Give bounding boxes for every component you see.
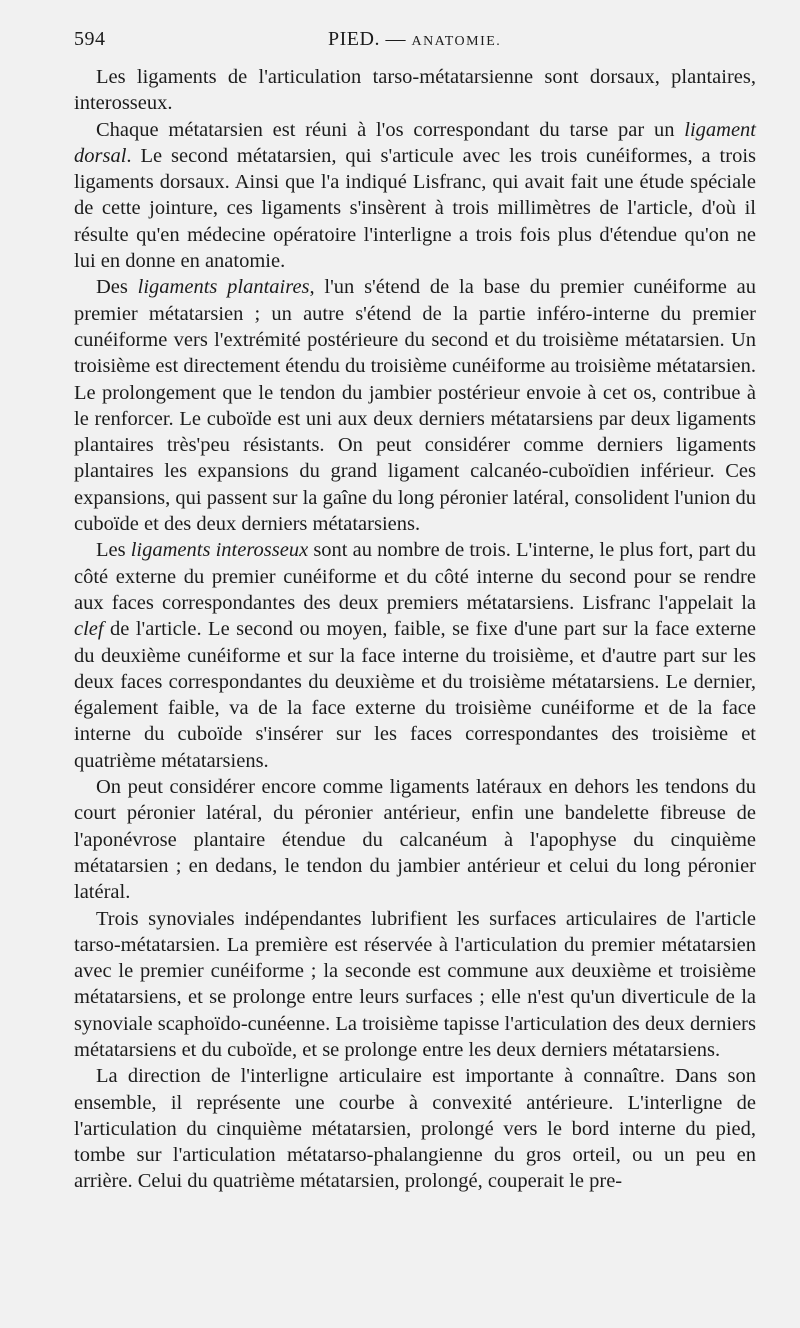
term-ligament-dorsal: ligament dorsal bbox=[74, 118, 756, 167]
running-title bbox=[328, 28, 501, 51]
body-text bbox=[74, 64, 756, 1195]
paragraph-ligament-dorsal: Chaque métatarsien est réuni à l'os correspondant du tarse par un ligament dorsal. Le second métatarsien, qui s'articule avec les trois cunéiformes, a trois ligaments dorsaux. Ainsi que l'a indiqué Lisfranc, qui avait fait une étude spéciale de cette jointure, ces ligaments s'insèrent à trois millimètres de l'article, d'où il résulte qu'en médecine opératoire l'interligne a trois fois plus d'étendue qu'on ne lui en donne en anatomie. bbox=[74, 118, 756, 273]
term-ligaments-interosseux: ligaments interosseux bbox=[130, 539, 309, 562]
term-clef: clef bbox=[74, 618, 104, 641]
paragraph-interligne: La direction de l'interligne articulaire est importante à connaître. Dans son ensemble, il représente une courbe à convexité antérieure. L'interligne de l'articulation du cinquième métatarsien, prolongé vers le bord interne du pied, tombe sur l'articulation métatarso-phalangienne du gros orteil, ou un peu en arrière. Celui du quatrième métatarsien, prolongé, couperait le pre- bbox=[74, 1065, 756, 1193]
running-title-main: PIED. bbox=[328, 28, 380, 50]
term-ligaments-plantaires: ligaments plantaires bbox=[137, 276, 310, 299]
running-head bbox=[74, 24, 756, 54]
running-title-dash: — bbox=[379, 28, 412, 50]
running-title-subtitle: ANATOMIE. bbox=[411, 34, 502, 49]
page-number: 594 bbox=[74, 28, 106, 50]
paragraph-ligaments-plantaires: Des ligaments plantaires, l'un s'étend de la base du premier cunéiforme au premier métatarsien ; un autre s'étend de la partie inféro-interne du premier cunéiforme vers l'extrémité postérieure du second et du troisième métatarsien. Un troisième est directement étendu du troisième cunéiforme au troisième métatarsien. Le prolongement que le tendon du jambier postérieur envoie à cet os, contribue à le renforcer. Le cuboïde est uni aux deux derniers métatarsiens par deux ligaments plantaires très'peu résistants. On peut considérer comme derniers ligaments plantaires les expansions du grand ligament calcanéo-cuboïdien inférieur. Ces expansions, qui passent sur la gaîne du long péronier latéral, consolident l'union du cuboïde et des deux derniers métatarsiens. bbox=[74, 276, 756, 536]
paragraph-ligaments-intro: Les ligaments de l'articulation tarso-métatarsienne sont dorsaux, plantaires, interosseux. bbox=[74, 66, 756, 115]
paragraph-ligaments-lateraux: On peut considérer encore comme ligaments latéraux en dehors les tendons du court péronier latéral, du péronier antérieur, enfin une bandelette fibreuse de l'aponévrose plantaire étendue du calcanéum à l'apophyse du cinquième métatarsien ; en dedans, le tendon du jambier antérieur et celui du long péronier latéral. bbox=[74, 776, 756, 904]
paragraph-ligaments-interosseux: Les ligaments interosseux sont au nombre de trois. L'interne, le plus fort, part du côté externe du premier cunéiforme et du côté interne du second pour se rendre aux faces correspondantes des deux premiers métatarsiens. Lisfranc l'appelait la clef de l'article. Le second ou moyen, faible, se fixe d'une part sur la face externe du deuxième cunéiforme et sur la face interne du troisième, et d'autre part sur les deux faces correspondantes du deuxième et du troisième métatarsiens. Le dernier, également faible, va de la face externe du troisième cunéiforme et de la face interne du cuboïde s'insérer sur les faces correspondantes des troisième et quatrième métatarsiens. bbox=[74, 539, 756, 772]
paragraph-synoviales: Trois synoviales indépendantes lubrifient les surfaces articulaires de l'article tarso-métatarsien. La première est réservée à l'articulation du premier métatarsien avec le premier cunéiforme ; la seconde est commune aux deuxième et troisième métatarsiens, et se prolonge entre leurs surfaces ; elle n'est qu'un diverticule de la synoviale scaphoïdo-cunéenne. La troisième tapisse l'articulation des deux derniers métatarsiens et du cuboïde, et se prolonge entre les deux derniers métatarsiens. bbox=[74, 907, 756, 1061]
